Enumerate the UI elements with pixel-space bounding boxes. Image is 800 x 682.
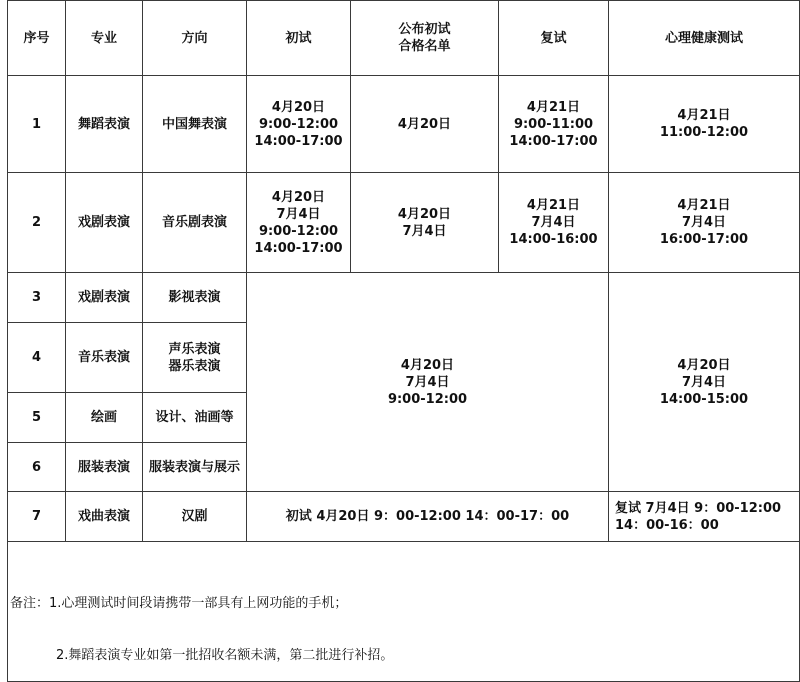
table-row: [8, 492, 800, 542]
cell-prelim: 4月20日 7月4日 9:00-12:00 14:00-17:00: [247, 173, 351, 273]
cell-prelim: 4月20日 9:00-12:00 14:00-17:00: [247, 76, 351, 173]
header-direction: 方向: [143, 1, 247, 76]
cell-prelim-wide: 初试 4月20日 9：00-12:00 14：00-17：00: [247, 492, 609, 542]
cell-major: 绘画: [66, 393, 143, 443]
cell-no: 1: [8, 76, 66, 173]
cell-no: 3: [8, 273, 66, 323]
cell-retest: 4月21日 9:00-11:00 14:00-17:00: [499, 76, 609, 173]
cell-no: 4: [8, 323, 66, 393]
cell-no: 7: [8, 492, 66, 542]
notes-cell: [8, 542, 800, 682]
header-prelim: 初试: [247, 1, 351, 76]
cell-major: 服装表演: [66, 443, 143, 492]
header-no: 序号: [8, 1, 66, 76]
cell-psych: 4月21日 11:00-12:00: [609, 76, 800, 173]
header-row: [8, 1, 800, 76]
cell-publish: 4月20日 7月4日: [351, 173, 499, 273]
header-major: 专业: [66, 1, 143, 76]
cell-no: 2: [8, 173, 66, 273]
note-line-2: 2.舞蹈表演专业如第一批招收名额未满，第二批进行补招。: [56, 648, 394, 663]
table-row: [8, 76, 800, 173]
merged-exam-cell: 4月20日 7月4日 9:00-12:00: [247, 273, 609, 492]
cell-major: 舞蹈表演: [66, 76, 143, 173]
cell-direction: 服装表演与展示: [143, 443, 247, 492]
schedule-table: [7, 0, 800, 682]
cell-no: 5: [8, 393, 66, 443]
cell-direction: 设计、油画等: [143, 393, 247, 443]
cell-direction: 声乐表演 器乐表演: [143, 323, 247, 393]
cell-no: 6: [8, 443, 66, 492]
merged-psych-cell: 4月20日 7月4日 14:00-15:00: [609, 273, 800, 492]
header-publish: 公布初试 合格名单: [351, 1, 499, 76]
cell-major: 戏曲表演: [66, 492, 143, 542]
cell-retest-wide: 复试 7月4日 9：00-12:00 14：00-16：00: [609, 492, 800, 542]
cell-direction: 影视表演: [143, 273, 247, 323]
note-line-1: 备注：1.心理测试时间段请携带一部具有上网功能的手机；: [10, 596, 348, 611]
cell-major: 戏剧表演: [66, 273, 143, 323]
cell-publish: 4月20日: [351, 76, 499, 173]
cell-major: 戏剧表演: [66, 173, 143, 273]
header-retest: 复试: [499, 1, 609, 76]
cell-retest: 4月21日 7月4日 14:00-16:00: [499, 173, 609, 273]
cell-psych: 4月21日 7月4日 16:00-17:00: [609, 173, 800, 273]
cell-direction: 汉剧: [143, 492, 247, 542]
notes-row: [8, 542, 800, 682]
header-psych: 心理健康测试: [609, 1, 800, 76]
table-row: [8, 273, 800, 323]
cell-direction: 中国舞表演: [143, 76, 247, 173]
cell-major: 音乐表演: [66, 323, 143, 393]
table-row: [8, 173, 800, 273]
cell-direction: 音乐剧表演: [143, 173, 247, 273]
